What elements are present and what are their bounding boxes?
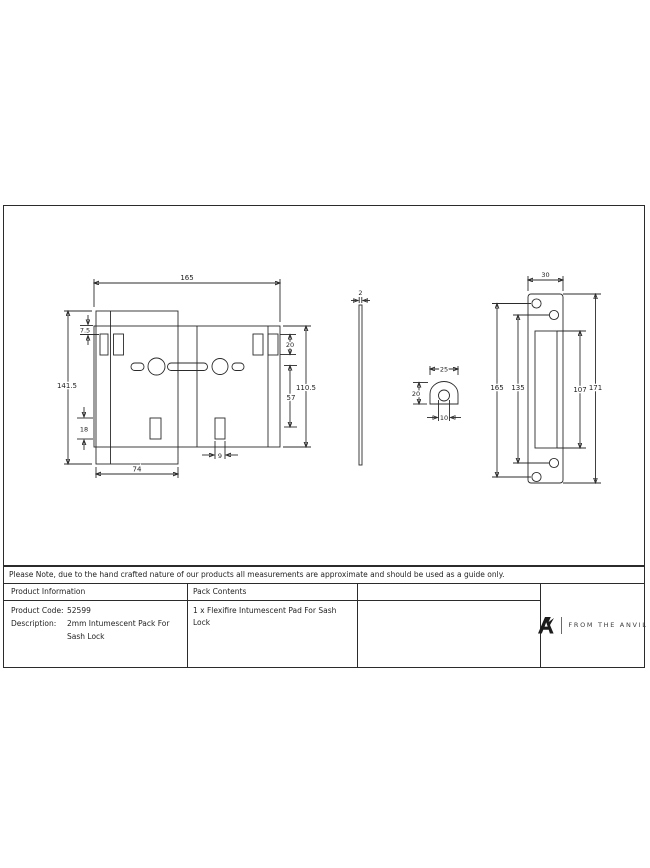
dim-bolt-slot-height: 18: [79, 425, 89, 434]
dim-top-offset: 7.5: [79, 326, 91, 335]
product-code-label: Product Code:: [11, 605, 64, 615]
pack-contents-header: Pack Contents: [193, 586, 247, 596]
dim-forend-pad-width: 74: [132, 465, 142, 474]
brand-name: FROM THE ANVIL: [568, 621, 648, 630]
dim-turn-width: 25: [439, 365, 449, 374]
table-divider: [357, 584, 358, 668]
dim-body-width: 165: [180, 274, 194, 282]
dim-plate-width: 30: [541, 271, 550, 279]
product-info-table: [4, 583, 648, 668]
dim-thickness: 2: [358, 289, 363, 297]
product-code-row: [11, 604, 183, 617]
dim-plate-slot-height: 107: [573, 386, 587, 394]
dim-plate-outer-span: 165: [490, 384, 504, 392]
dim-turn-height: 20: [411, 390, 421, 398]
pack-contents-item: 1 x Flexifire Intumescent Pad For Sash Lock: [193, 605, 337, 627]
logo-separator: [561, 617, 562, 634]
description-value: 2mm Intumescent Pack For Sash Lock: [67, 618, 170, 641]
table-header-line: [4, 600, 541, 601]
dim-body-height: 110.5: [295, 384, 317, 392]
dim-plate-hole-span: 135: [511, 384, 525, 392]
dim-turn-hole: 10: [439, 414, 449, 422]
description-label: Description:: [11, 618, 57, 628]
drawing-frame: [3, 205, 648, 668]
description-row: [11, 617, 183, 643]
brand-logo: [541, 584, 648, 668]
table-divider: [187, 584, 188, 668]
product-info-body: [11, 604, 183, 643]
dim-bolt-slot-width: 9: [217, 452, 223, 460]
dim-plate-height: 171: [588, 384, 603, 392]
anvil-logo-icon: [537, 616, 555, 634]
measurement-note: Please Note, due to the hand crafted nature of our products all measurements are approximate and should be used as a guide only.: [4, 565, 644, 583]
dim-corner-cut-height: 20: [285, 341, 295, 349]
dim-follower-to-bolt: 57: [286, 394, 296, 402]
product-information-header: Product Information: [11, 586, 86, 596]
dim-pad-height: 141.5: [56, 382, 78, 390]
product-code-value: 52599: [67, 605, 91, 615]
